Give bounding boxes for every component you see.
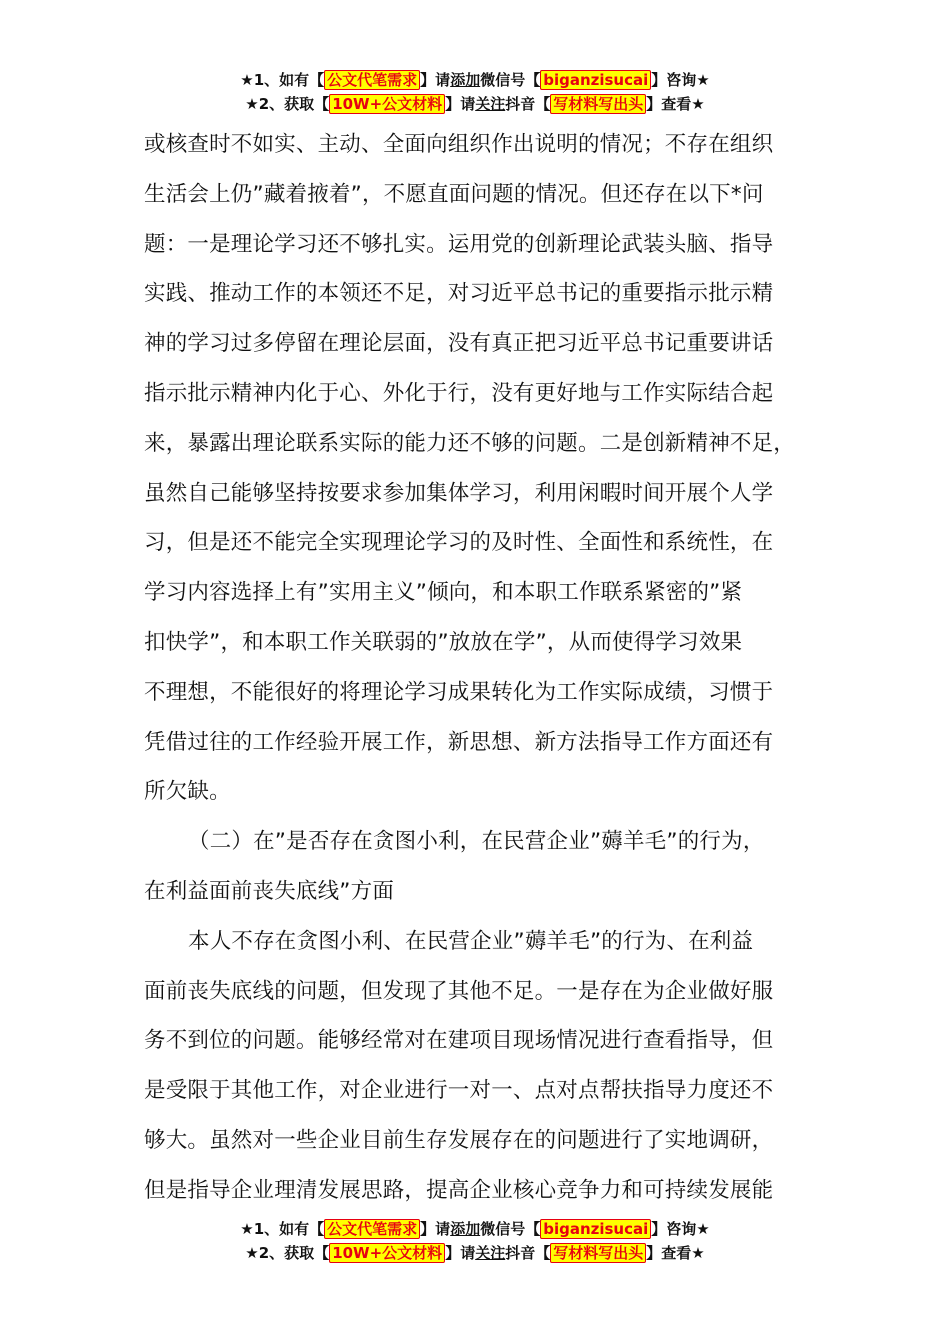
banner-highlight: 公文代笔需求 bbox=[324, 1219, 420, 1239]
text-line: 学习内容选择上有”实用主义”倾向，和本职工作联系紧密的”紧 bbox=[144, 580, 743, 606]
banner-text: ★1、如有【 bbox=[240, 1220, 325, 1238]
banner-underlined: 添加 bbox=[450, 71, 481, 89]
banner-text: 微信号【 bbox=[480, 71, 541, 89]
banner-text: 】咨询★ bbox=[651, 1220, 710, 1238]
banner-text: 抖音【 bbox=[505, 1244, 551, 1262]
top-banner bbox=[0, 68, 950, 116]
banner-highlight: 10W+公文材料 bbox=[329, 1243, 445, 1263]
banner-line-1 bbox=[0, 68, 950, 92]
banner-highlight: biganzisucai bbox=[540, 1219, 651, 1239]
banner-text: 】查看★ bbox=[646, 95, 705, 113]
banner-highlight: biganzisucai bbox=[540, 70, 651, 90]
bottom-banner bbox=[0, 1217, 950, 1265]
banner-underlined: 关注 bbox=[475, 1244, 506, 1262]
text-line: 凭借过往的工作经验开展工作，新思想、新方法指导工作方面还有 bbox=[144, 729, 774, 755]
text-line: 面前丧失底线的问题，但发现了其他不足。一是存在为企业做好服 bbox=[144, 978, 774, 1004]
banner-text: 】查看★ bbox=[646, 1244, 705, 1262]
banner-text: 抖音【 bbox=[505, 95, 551, 113]
banner-text: 微信号【 bbox=[480, 1220, 541, 1238]
banner-text: ★2、获取【 bbox=[245, 95, 330, 113]
banner-line-2 bbox=[0, 92, 950, 116]
banner-text: 】请 bbox=[420, 71, 451, 89]
text-line: 神的学习过多停留在理论层面，没有真正把习近平总书记重要讲话 bbox=[144, 331, 774, 357]
banner-text: 】请 bbox=[445, 95, 476, 113]
document-body bbox=[144, 120, 834, 1216]
banner-highlight: 写材料写出头 bbox=[550, 1243, 646, 1263]
banner-line-1 bbox=[0, 1217, 950, 1241]
text-line: 指示批示精神内化于心、外化于行，没有更好地与工作实际结合起 bbox=[144, 380, 774, 406]
text-line: 生活会上仍”藏着掖着”，不愿直面问题的情况。但还存在以下*问 bbox=[144, 181, 764, 207]
banner-highlight: 10W+公文材料 bbox=[329, 94, 445, 114]
banner-text: 】请 bbox=[420, 1220, 451, 1238]
text-line: 题：一是理论学习还不够扎实。运用党的创新理论武装头脑、指导 bbox=[144, 231, 774, 257]
text-line: 务不到位的问题。能够经常对在建项目现场情况进行查看指导，但 bbox=[144, 1028, 774, 1054]
banner-underlined: 添加 bbox=[450, 1220, 481, 1238]
section-heading: （二）在”是否存在贪图小利，在民营企业”薅羊毛”的行为， bbox=[188, 829, 765, 855]
text-line: 不理想，不能很好的将理论学习成果转化为工作实际成绩，习惯于 bbox=[144, 679, 774, 705]
banner-highlight: 写材料写出头 bbox=[550, 94, 646, 114]
banner-text: 】咨询★ bbox=[651, 71, 710, 89]
banner-line-2 bbox=[0, 1241, 950, 1265]
section-heading-cont: 在利益面前丧失底线”方面 bbox=[144, 878, 395, 904]
text-line: 习，但是还不能完全实现理论学习的及时性、全面性和系统性，在 bbox=[144, 530, 774, 556]
text-line: 是受限于其他工作，对企业进行一对一、点对点帮扶指导力度还不 bbox=[144, 1078, 774, 1104]
text-line: 本人不存在贪图小利、在民营企业”薅羊毛”的行为、在利益 bbox=[188, 928, 754, 954]
text-line: 够大。虽然对一些企业目前生存发展存在的问题进行了实地调研， bbox=[144, 1127, 774, 1153]
text-line: 实践、推动工作的本领还不足，对习近平总书记的重要指示批示精 bbox=[144, 281, 774, 307]
banner-text: 】请 bbox=[445, 1244, 476, 1262]
text-line: 所欠缺。 bbox=[144, 779, 231, 805]
text-line: 扣快学”，和本职工作关联弱的”放放在学”，从而使得学习效果 bbox=[144, 629, 743, 655]
text-line: 或核查时不如实、主动、全面向组织作出说明的情况；不存在组织 bbox=[144, 132, 774, 157]
banner-highlight: 公文代笔需求 bbox=[324, 70, 420, 90]
banner-text: ★1、如有【 bbox=[240, 71, 325, 89]
text-line: 但是指导企业理清发展思路，提高企业核心竞争力和可持续发展能 bbox=[144, 1177, 774, 1203]
text-line: 来，暴露出理论联系实际的能力还不够的问题。二是创新精神不足， bbox=[144, 430, 796, 456]
banner-underlined: 关注 bbox=[475, 95, 506, 113]
text-line: 虽然自己能够坚持按要求参加集体学习，利用闲暇时间开展个人学 bbox=[144, 480, 774, 506]
banner-text: ★2、获取【 bbox=[245, 1244, 330, 1262]
